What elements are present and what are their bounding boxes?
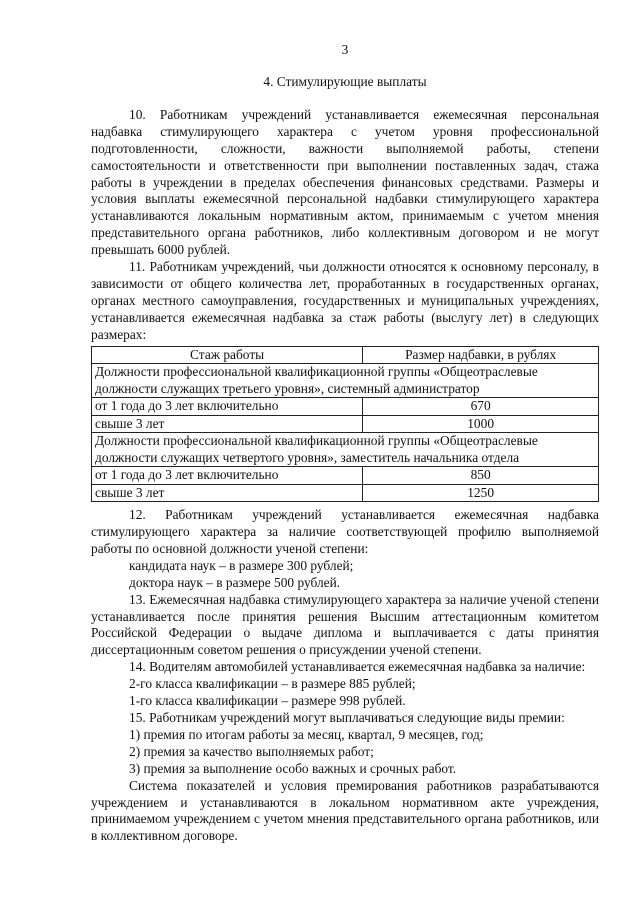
seniority-bonus-table	[91, 346, 599, 503]
table-group-row	[92, 364, 599, 398]
list-item: доктора наук – в размере 500 рублей.	[129, 574, 341, 590]
section-title: 4. Стимулирующие выплаты	[263, 74, 427, 89]
table-row	[92, 484, 599, 502]
table-cell-amount: 670	[363, 398, 599, 416]
list-item: 2-го класса квалификации – в размере 885 рублей;	[129, 676, 416, 692]
table-row	[92, 398, 599, 416]
table-group-row	[92, 433, 599, 467]
table-cell-amount: 1250	[363, 484, 599, 502]
table-row	[92, 467, 599, 485]
paragraph-10: 10. Работникам учреждений устанавливается ежемесячная персональная надбавка стимулирующего характера с учетом уровня профессиональной подготовленности, сложности, важности выполняемой работы, степени самостоятельности и ответственности при выполнении поставленных задач, стажа работы в учреждении в пределах обеспечения финансовых средствами. Размеры и условия выплаты ежемесячной персональной надбавки стимулирующего характера устанавливаются локальным нормативным актом, принимаемым с учетом мнения представительного органа работников, либо коллективным договором и не могут превышать 6000 рублей.	[91, 106, 599, 258]
table-cell-amount: 850	[363, 467, 599, 485]
table-group-title: Должности профессиональной квалификационной группы «Общеотраслевые должности служащих четвертого уровня», заместитель начальника отдела	[92, 433, 599, 467]
paragraph-final: Система показателей и условия премирования работников разрабатываются учреждением и устанавливаются в локальном нормативном акте учреждения, принимаемом учреждением с учетом мнения представительного органа работников, или в коллективном договоре.	[91, 777, 599, 844]
paragraph-13: 13. Ежемесячная надбавка стимулирующего характера за наличие ученой степени устанавливается после принятия решения Высшим аттестационным комитетом Российской Федерации о выдаче диплома и выплачивается с даты принятия диссертационным советом решения о присуждении ученой степени.	[91, 591, 599, 658]
table-cell-amount: 1000	[363, 415, 599, 433]
table-header-cell: Стаж работы	[92, 346, 363, 364]
list-item: 1-го класса квалификации – размере 998 рублей.	[129, 693, 406, 709]
list-item: 2) премия за качество выполняемых работ;	[129, 743, 374, 759]
table-header-row	[92, 346, 599, 364]
page-number: 3	[341, 42, 349, 57]
list-item: 1) премия по итогам работы за месяц, квартал, 9 месяцев, год;	[129, 726, 484, 742]
list-item: 3) премия за выполнение особо важных и срочных работ.	[129, 760, 457, 776]
table-header-cell: Размер надбавки, в рублях	[363, 346, 599, 364]
paragraph-11: 11. Работникам учреждений, чьи должности относятся к основному персоналу, в зависимости от общего количества лет, проработанных в государственных органах, органах местного самоуправления, государственных и муниципальных учреждениях, устанавливается ежемесячная надбавка за стаж работы (выслугу лет) в следующих размерах:	[91, 259, 599, 342]
table-cell-period: от 1 года до 3 лет включительно	[92, 467, 363, 485]
list-item: кандидата наук – в размере 300 рублей;	[129, 557, 354, 573]
table-row	[92, 415, 599, 433]
paragraph-12: 12. Работникам учреждений устанавливается ежемесячная надбавка стимулирующего характера за наличие соответствующей профилю выполняемой работы по основной должности ученой степени:	[91, 507, 599, 556]
table-group-title: Должности профессиональной квалификационной группы «Общеотраслевые должности служащих третьего уровня», системный администратор	[92, 364, 599, 398]
table-cell-period: от 1 года до 3 лет включительно	[92, 398, 363, 416]
paragraph-15: 15. Работникам учреждений могут выплачиваться следующие виды премии:	[129, 709, 565, 725]
table-cell-period: свыше 3 лет	[92, 415, 363, 433]
table-cell-period: свыше 3 лет	[92, 484, 363, 502]
paragraph-14: 14. Водителям автомобилей устанавливается ежемесячная надбавка за наличие:	[129, 659, 586, 675]
